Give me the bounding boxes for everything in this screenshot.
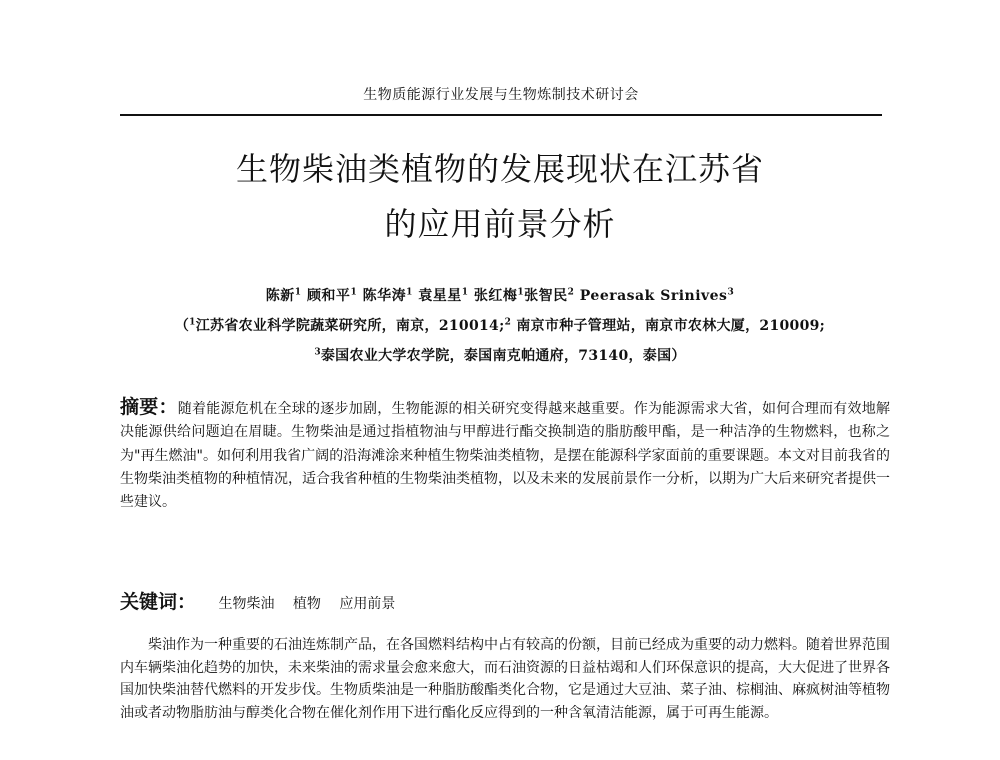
affiliation-2: 南京市种子管理站，南京市农林大厦，210009; <box>516 318 826 334</box>
keyword: 生物柴油 <box>218 596 275 612</box>
author: 顾和平$^1$ <box>306 287 358 304</box>
keywords-label: 关键词： <box>120 591 197 613</box>
body-paragraph: 柴油作为一种重要的石油连炼制产品，在各国燃料结构中占有较高的份额，目前已经成为重要的动力燃料。随着世界范围内车辆柴油化趋势的加快，未来柴油的需求量会愈来愈大，而石油资源的日益枯竭和人们环保意识的提高，大大促进了世界各国加快柴油替代燃料的开发步伐。生物质柴油是一种脂肪酸酯类化合物，它是通过大豆油、菜子油、棕榈油、麻疯树油等植物油或者动物脂肪油与醇类化合物在催化剂作用下进行酯化反应得到的一种含氧清洁能源，属于可再生能源。 <box>120 637 890 721</box>
abstract-text: 随着能源危机在全球的逐步加剧，生物能源的相关研究变得越来越重要。作为能源需求大省，如何合理而有效地解决能源供给问题迫在眉睫。生物柴油是通过指植物油与甲醇进行酯交换制造的脂肪酸甲酯，是一种洁净的生物燃料，也称之为"再生燃油"。如何利用我省广阔的沿海滩涂来种植生物柴油类植物，是摆在能源科学家面前的重要课题。本文对目前我省的生物柴油类植物的种植情况，适合我省种植的生物柴油类植物，以及未来的发展前景作一分析，以期为广大后来研究者提供一些建议。 <box>120 401 890 511</box>
affiliation-1: 江苏省农业科学院蔬菜研究所，南京，210014; <box>195 318 505 334</box>
paper-title-line-2: 的应用前景分析 <box>384 205 616 243</box>
author: 陈新$^1$ <box>265 287 302 304</box>
author: 张智民$^2$ <box>524 287 575 304</box>
author: 张红梅$^1$ <box>473 287 525 304</box>
keyword: 应用前景 <box>339 596 396 612</box>
author: 陈华涛$^1$ <box>362 287 413 304</box>
abstract <box>120 396 890 514</box>
header-rule <box>120 114 882 116</box>
affiliation-line-1: （$^1$江苏省农业科学院蔬菜研究所，南京，210014;$^2$ 南京市种子管理站，南京市农林大厦，210009; <box>174 317 826 334</box>
author: Peerasak Srinives$^3$ <box>579 287 735 304</box>
author: 袁星星$^1$ <box>418 287 469 304</box>
abstract-label: 摘要： <box>120 396 178 418</box>
author-list <box>100 285 900 305</box>
affiliation-line-2: $^3$泰国农业大学农学院，泰国南克帕通府，73140，泰国） <box>314 347 686 364</box>
affiliation-3: 泰国农业大学农学院，泰国南克帕通府，73140，泰国） <box>320 348 686 364</box>
keywords <box>120 587 409 614</box>
running-header: 生物质能源行业发展与生物炼制技术研讨会 <box>363 87 639 103</box>
paper-title-line-1: 生物柴油类植物的发展现状在江苏省 <box>235 150 764 188</box>
keyword: 植物 <box>292 596 321 612</box>
